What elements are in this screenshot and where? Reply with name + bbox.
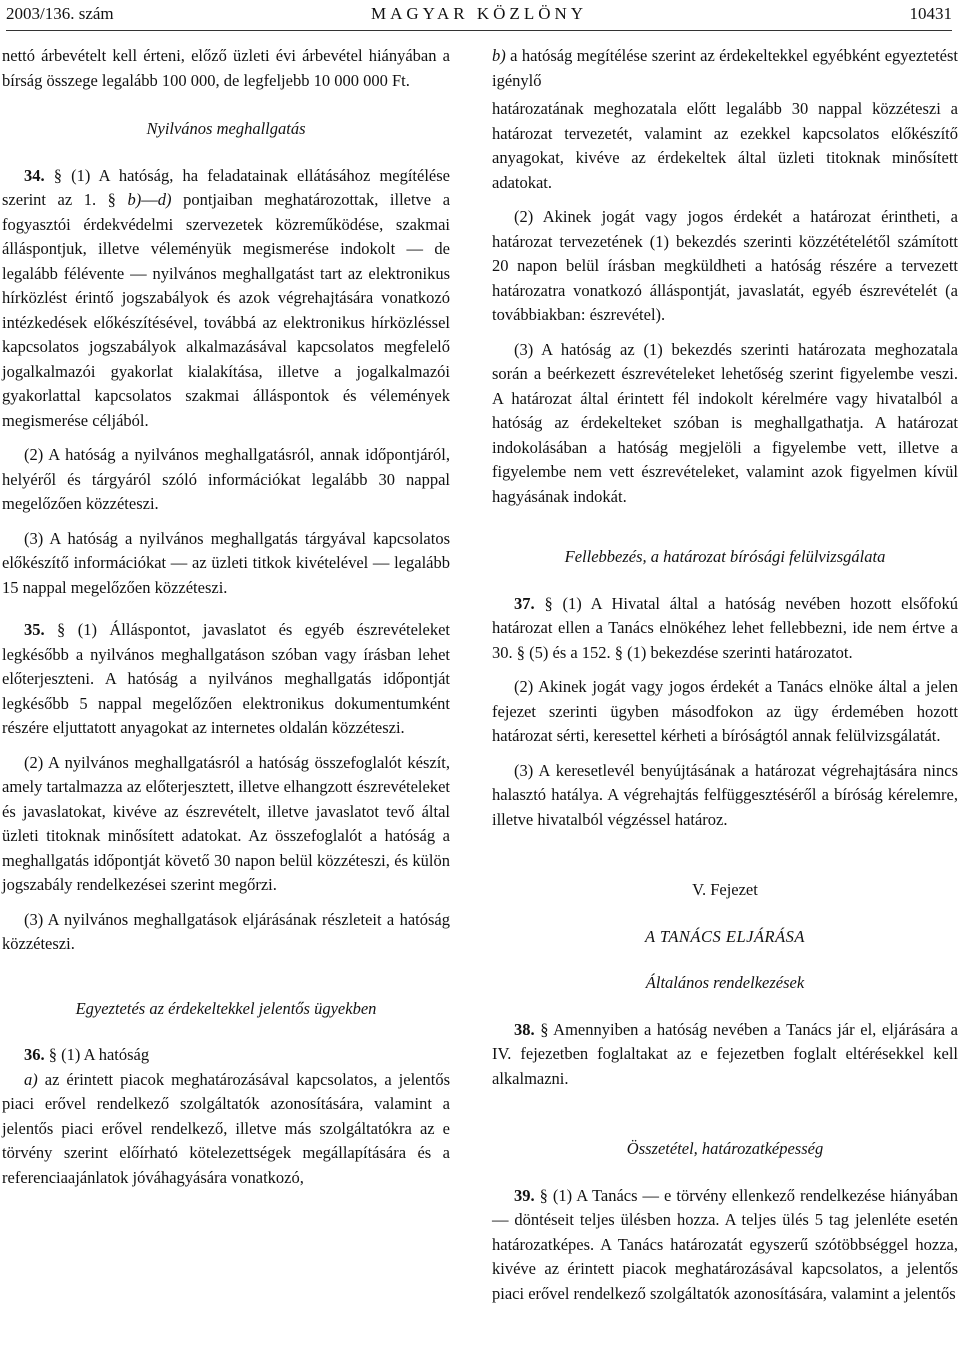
section-35-paragraph-1: 35. § (1) Álláspontot, javaslatot és egyéb észrevételeket legkésőbb a nyilvános meghallgatáson szóban vagy írásban lehet előterjeszteni. A hatóság a nyilvános meghallgatás időpontját legkésőbb 5 nappal megelőzően elektronikus dokumentumként részére eljuttatott anyagokat az internetes oldalán közzéteszi. bbox=[2, 620, 450, 737]
publication-title: MAGYAR KÖZLÖNY bbox=[370, 4, 588, 23]
section-39-paragraph-1: 39. § (1) A Tanács — e törvény ellenkező rendelkezése hiányában — döntéseit teljes ülésben hozza. A teljes ülés 5 tag jelenléte esetén határozatképes. A Tanács határozatát egyszerű szótöbbséggel hozza, kivéve az érintett piacok meghatározásával kapcsolatos, a jelentős piaci erővel rendelkező szolgáltatók azonosítására, valamint a jelentős bbox=[492, 1185, 958, 1303]
section-number: 36. bbox=[24, 1045, 45, 1064]
paragraph: (3) A hatóság az (1) bekezdés szerinti határozata meghozatala során a beérkezett észrevételeket lehetőség szerint figyelembe veszi. A határozat által érintett fél indokolt kérelmére vagy hivatalból a hatóság az érdekelteket szóban is meghallgathatja. A határozat indokolásában a hatóság megjelöli a figyelembe vett, illetve a figyelembe nem vett észrevételeket, valamint azok figyelmen kívül hagyásának indokát. bbox=[492, 339, 958, 506]
paragraph: nettó árbevételt kell érteni, előző üzleti évi árbevétel hiányában a bírság összege legalább 100 000, de legfeljebb 10 000 000 Ft. bbox=[2, 46, 450, 90]
section-number: 38. bbox=[514, 1019, 535, 1039]
point-b: b) a hatóság megítélése szerint az érdekeltekkel egyébként egyeztetést igénylő bbox=[492, 46, 958, 90]
section-34-paragraph-2: (2) A hatóság a nyilvános meghallgatásról, annak időpontjáról, helyéről és tárgyáról szóló információkat legalább 30 nappal megelőzően közzéteszi. bbox=[2, 445, 450, 513]
section-heading: Egyeztetés az érdekeltekkel jelentős ügyekben bbox=[75, 998, 377, 1018]
chapter-number: V. Fejezet bbox=[692, 880, 758, 899]
section-34-paragraph-1: 34. § (1) A hatóság, ha feladatainak ellátásához megítélése szerint az 1. § b)—d) pontjaiban meghatározottak, illetve a fogyasztói érdekvédelmi szervezetek közreműködése, szakmai álláspontjuk, illetve véleményük megismerése indokolt — de legalább félévente — nyilvános meghallgatást tart az elektronikus hírközlést érintő jogszabályok és azok végrehajtására vonatkozó intézkedések előkészítésével, továbbá az elektronikus hírközléssel kapcsolatos jogszabályok alkalmazásával kapcsolatos megfelelő jogalkalmazói gyakorlat kialakítása, illetve a jogalkalmazói gyakorlattal kapcsolatos szakmai álláspontok és vélemények megismerése céljából. bbox=[2, 165, 451, 430]
section-35-paragraph-3: (3) A nyilvános meghallgatások eljárásának részleteit a hatóság közzéteszi. bbox=[2, 909, 450, 953]
section-34-paragraph-3: (3) A hatóság a nyilvános meghallgatás tárgyával kapcsolatos előkészítő információkat — az üzleti titkok kivételével — legalább 15 nappal megelőzően közzéteszi. bbox=[2, 528, 450, 597]
section-37-paragraph-2: (2) Akinek jogát vagy jogos érdekét a Tanács elnöke által a jelen fejezet szerinti ügyben másodfokon az ügy érdemében hozott határozat sérti, keresettel kérheti a bíróságtól annak felülvizsgálatát. bbox=[492, 677, 958, 745]
section-heading: Fellebbezés, a határozat bírósági felülvizsgálata bbox=[564, 547, 886, 566]
left-column bbox=[2, 44, 450, 1200]
section-heading: Általános rendelkezések bbox=[645, 973, 805, 992]
page-header bbox=[6, 4, 952, 26]
section-37-paragraph-3: (3) A keresetlevél benyújtásának a határozat végrehajtására nincs halasztó hatálya. A végrehajtás felfüggesztéséről a bíróság kérelemre, illetve hivatalból végzéssel határoz. bbox=[492, 760, 958, 829]
section-37-paragraph-1: 37. § (1) A Hivatal által a hatóság nevében hozott elsőfokú határozat ellen a Tanács elnökéhez lehet fellebbezni, ide nem értve a 30. § (5) és a 152. § (1) bekezdése szerinti határozatot. bbox=[492, 593, 959, 662]
section-number: 35. bbox=[24, 620, 45, 639]
section-35-paragraph-2: (2) A nyilvános meghallgatásról a hatóság összefoglalót készít, amely tartalmazza az előterjesztett, illetve elhangzott észrevételeket és javaslatokat, kivéve az észrevételt, illetve javaslatot tevő által üzleti titoknak minősített adatokat. Az összefoglalót a hatóság a meghallgatás időpontját követő 30 napon belül közzéteszi, és külön jogszabály rendelkezései szerint megőrzi. bbox=[2, 752, 450, 894]
section-number: 34. bbox=[24, 165, 45, 185]
paragraph: (2) Akinek jogát vagy jogos érdekét a határozat érintheti, a határozat tervezetének (1) bekezdés szerinti közzétételétől számított 20 napon belül írásban megküldheti a hatóság részére a tervezett határozatra vonatkozó álláspontját, javaslatát, egyéb észrevételét (a továbbiakban: észrevétel). bbox=[492, 207, 958, 324]
section-number: 39. bbox=[514, 1185, 535, 1205]
paragraph: határozatának meghozatala előtt legalább 30 nappal közzéteszi a határozat tervezetét, valamint az ezekkel kapcsolatos előkészítő anyagokat, kivéve az érdekeltek által üzleti titoknak minősített adatokat. bbox=[492, 99, 958, 192]
page-number: 10431 bbox=[909, 4, 952, 23]
section-heading: Összetétel, határozatképesség bbox=[626, 1139, 824, 1158]
section-heading: Nyilvános meghallgatás bbox=[146, 119, 306, 138]
section-38-paragraph-1: 38. § Amennyiben a hatóság nevében a Tanács jár el, eljárására a IV. fejezetben foglaltakat az e fejezetben foglalt eltérésekkel kell alkalmazni. bbox=[492, 1019, 959, 1088]
header-rule bbox=[6, 30, 952, 31]
chapter-title: A TANÁCS ELJÁRÁSA bbox=[644, 926, 806, 946]
right-column bbox=[492, 44, 958, 1316]
section-36-point-a: a) az érintett piacok meghatározásával kapcsolatos, a jelentős piaci erővel rendelkező szolgáltatók azonosítására, valamint a jelentős piaci erővel rendelkező, illetve más szolgáltatókra az e törvény szerint előírható kötelezettségek megállapítására és a referenciaajánlatok jóváhagyására vonatkozó, bbox=[2, 1069, 450, 1187]
issue-number: 2003/136. szám bbox=[6, 4, 114, 23]
section-number: 37. bbox=[514, 593, 535, 613]
section-36-paragraph-1: 36. § (1) A hatóság bbox=[24, 1045, 150, 1064]
